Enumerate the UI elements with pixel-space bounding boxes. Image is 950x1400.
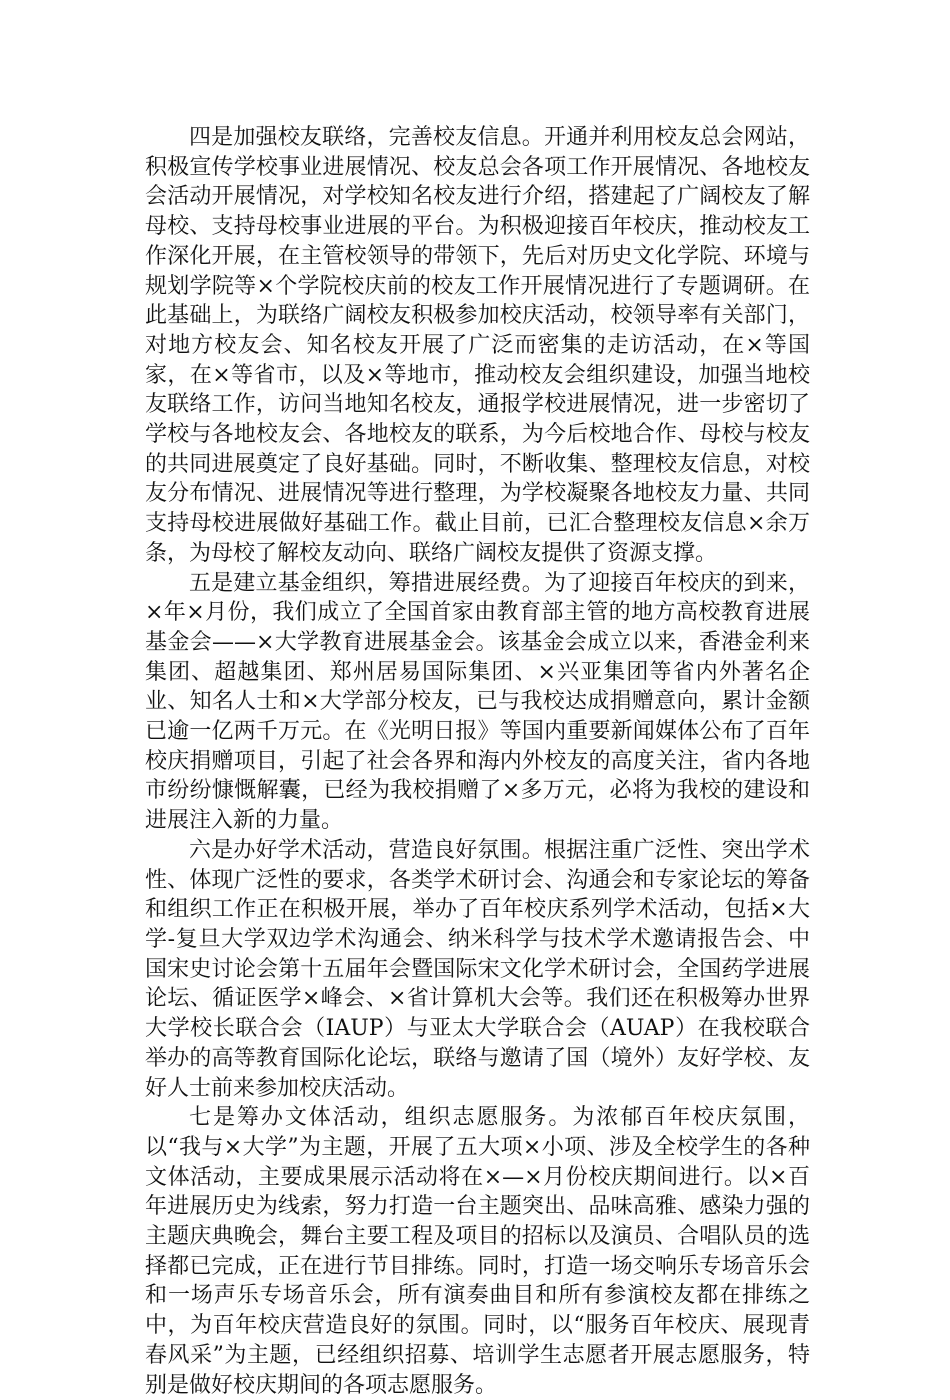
document-body	[145, 123, 810, 1400]
paragraph-alumni-liaison: 四是加强校友联络，完善校友信息。开通并利用校友总会网站，积极宣传学校事业进展情况、校友总会各项工作开展情况、各地校友会活动开展情况，对学校知名校友进行介绍，搭建起了广阔校友了解母校、支持母校事业进展的平台。为积极迎接百年校庆，推动校友工作深化开展，在主管校领导的带领下，先后对历史文化学院、环境与规划学院等×个学院校庆前的校友工作开展情况进行了专题调研。在此基础上，为联络广阔校友积极参加校庆活动，校领导率有关部门，对地方校友会、知名校友开展了广泛而密集的走访活动，在×等国家，在×等省市，以及×等地市，推动校友会组织建设，加强当地校友联络工作，访问当地知名校友，通报学校进展情况，进一步密切了学校与各地校友会、各地校友的联系，为今后校地合作、母校与校友的共同进展奠定了良好基础。同时，不断收集、整理校友信息，对校友分布情况、进展情况等进行整理，为学校凝聚各地校友力量、共同支持母校进展做好基础工作。截止目前，已汇合整理校友信息×余万条，为母校了解校友动向、联络广阔校友提供了资源支撑。	[145, 125, 810, 566]
paragraph-foundation: 五是建立基金组织，筹措进展经费。为了迎接百年校庆的到来，×年×月份，我们成立了全国首家由教育部主管的地方高校教育进展基金会——×大学教育进展基金会。该基金会成立以来，香港金利来集团、超越集团、郑州居易国际集团、×兴亚集团等省内外著名企业、知名人士和×大学部分校友，已与我校达成捐赠意向，累计金额已逾一亿两千万元。在《光明日报》等国内重要新闻媒体公布了百年校庆捐赠项目，引起了社会各界和海内外校友的高度关注，省内各地市纷纷慷慨解囊，已经为我校捐赠了×多万元，必将为我校的建设和进展注入新的力量。	[145, 570, 810, 834]
paragraph-cultural-activities: 七是筹办文体活动，组织志愿服务。为浓郁百年校庆氛围，以“我与×大学”为主题，开展了五大项×小项、涉及全校学生的各种文体活动，主要成果展示活动将在×—×月份校庆期间进行。以×百年进展历史为线索，努力打造一台主题突出、品味高雅、感染力强的主题庆典晚会，舞台主要工程及项目的招标以及演员、合唱队员的选择都已完成，正在进行节目排练。同时，打造一场交响乐专场音乐会和一场声乐专场音乐会，所有演奏曲目和所有参演校友都在排练之中，为百年校庆营造良好的氛围。同时，以“服务百年校庆、展现青春风采”为主题，已经组织招募、培训学生志愿者开展志愿服务，特别是做好校庆期间的各项志愿服务。	[145, 1105, 810, 1398]
paragraph-academic-activities: 六是办好学术活动，营造良好氛围。根据注重广泛性、突出学术性、体现广泛性的要求，各类学术研讨会、沟通会和专家论坛的筹备和组织工作正在积极开展，举办了百年校庆系列学术活动，包括×大学-复旦大学双边学术沟通会、纳米科学与技术学术邀请报告会、中国宋史讨论会第十五届年会暨国际宋文化学术研讨会，全国药学进展论坛、循证医学×峰会、×省计算机大会等。我们还在积极筹办世界大学校长联合会（IAUP）与亚太大学联合会（AUAP）在我校联合举办的高等教育国际化论坛，联络与邀请了国（境外）友好学校、友好人士前来参加校庆活动。	[145, 837, 810, 1101]
